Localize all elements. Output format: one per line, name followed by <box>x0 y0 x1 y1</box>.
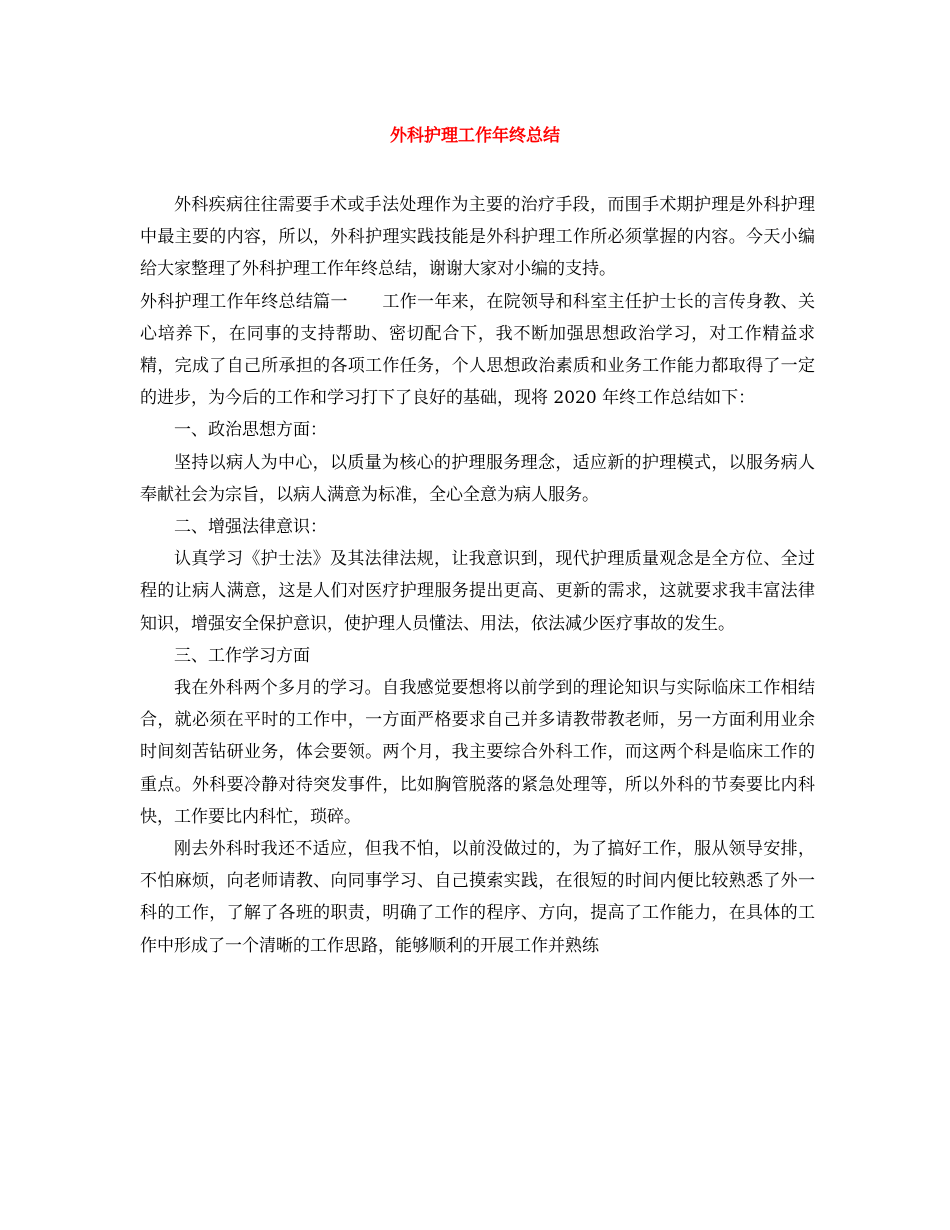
heading-political-thought: 一、政治思想方面： <box>174 420 327 441</box>
paragraph-legal-awareness: 认真学习《护士法》及其法律法规，让我意识到，现代护理质量观念是全方位、全过程的让病人满意，这是人们对医疗护理服务提出更高、更新的需求，这就要求我丰富法律知识，增强安全保护意识，使护理人员懂法、用法，依法减少医疗事故的发生。 <box>140 549 815 634</box>
document-body <box>140 189 815 962</box>
paragraph-adaptation: 刚去外科时我还不适应，但我不怕，以前没做过的，为了搞好工作，服从领导安排，不怕麻烦，向老师请教、向同事学习、自己摸索实践，在很短的时间内便比较熟悉了外一科的工作，了解了各班的职责，明确了工作的程序、方向，提高了工作能力，在具体的工作中形成了一个清晰的工作思路，能够顺利的开展工作并熟练 <box>140 839 815 956</box>
heading-legal-awareness: 二、增强法律意识： <box>174 517 327 538</box>
paragraph-work-study: 我在外科两个多月的学习。自我感觉要想将以前学到的理论知识与实际临床工作相结合，就必须在平时的工作中，一方面严格要求自己并多请教带教老师，另一方面利用业余时间刻苦钻研业务，体会要领。两个月，我主要综合外科工作，而这两个科是临床工作的重点。外科要冷静对待突发事件，比如胸管脱落的紧急处理等，所以外科的节奏要比内科快，工作要比内科忙，琐碎。 <box>140 678 815 827</box>
paragraph-intro: 外科疾病往往需要手术或手法处理作为主要的治疗手段，而围手术期护理是外科护理中最主要的内容，所以，外科护理实践技能是外科护理工作所必须掌握的内容。今天小编给大家整理了外科护理工作年终总结，谢谢大家对小编的支持。 <box>140 195 815 280</box>
paragraph-section-one-opening: 外科护理工作年终总结篇一 工作一年来，在院领导和科室主任护士长的言传身教、关心培养下，在同事的支持帮助、密切配合下，我不断加强思想政治学习，对工作精益求精，完成了自己所承担的各项工作任务，个人思想政治素质和业务工作能力都取得了一定的进步，为今后的工作和学习打下了良好的基础，现将 2020 年终工作总结如下： <box>140 291 815 409</box>
paragraph-political-thought: 坚持以病人为中心，以质量为核心的护理服务理念，适应新的护理模式，以服务病人奉献社会为宗旨，以病人满意为标准，全心全意为病人服务。 <box>140 452 815 505</box>
heading-work-study: 三、工作学习方面 <box>174 645 310 666</box>
document-title: 外科护理工作年终总结 <box>390 126 560 146</box>
